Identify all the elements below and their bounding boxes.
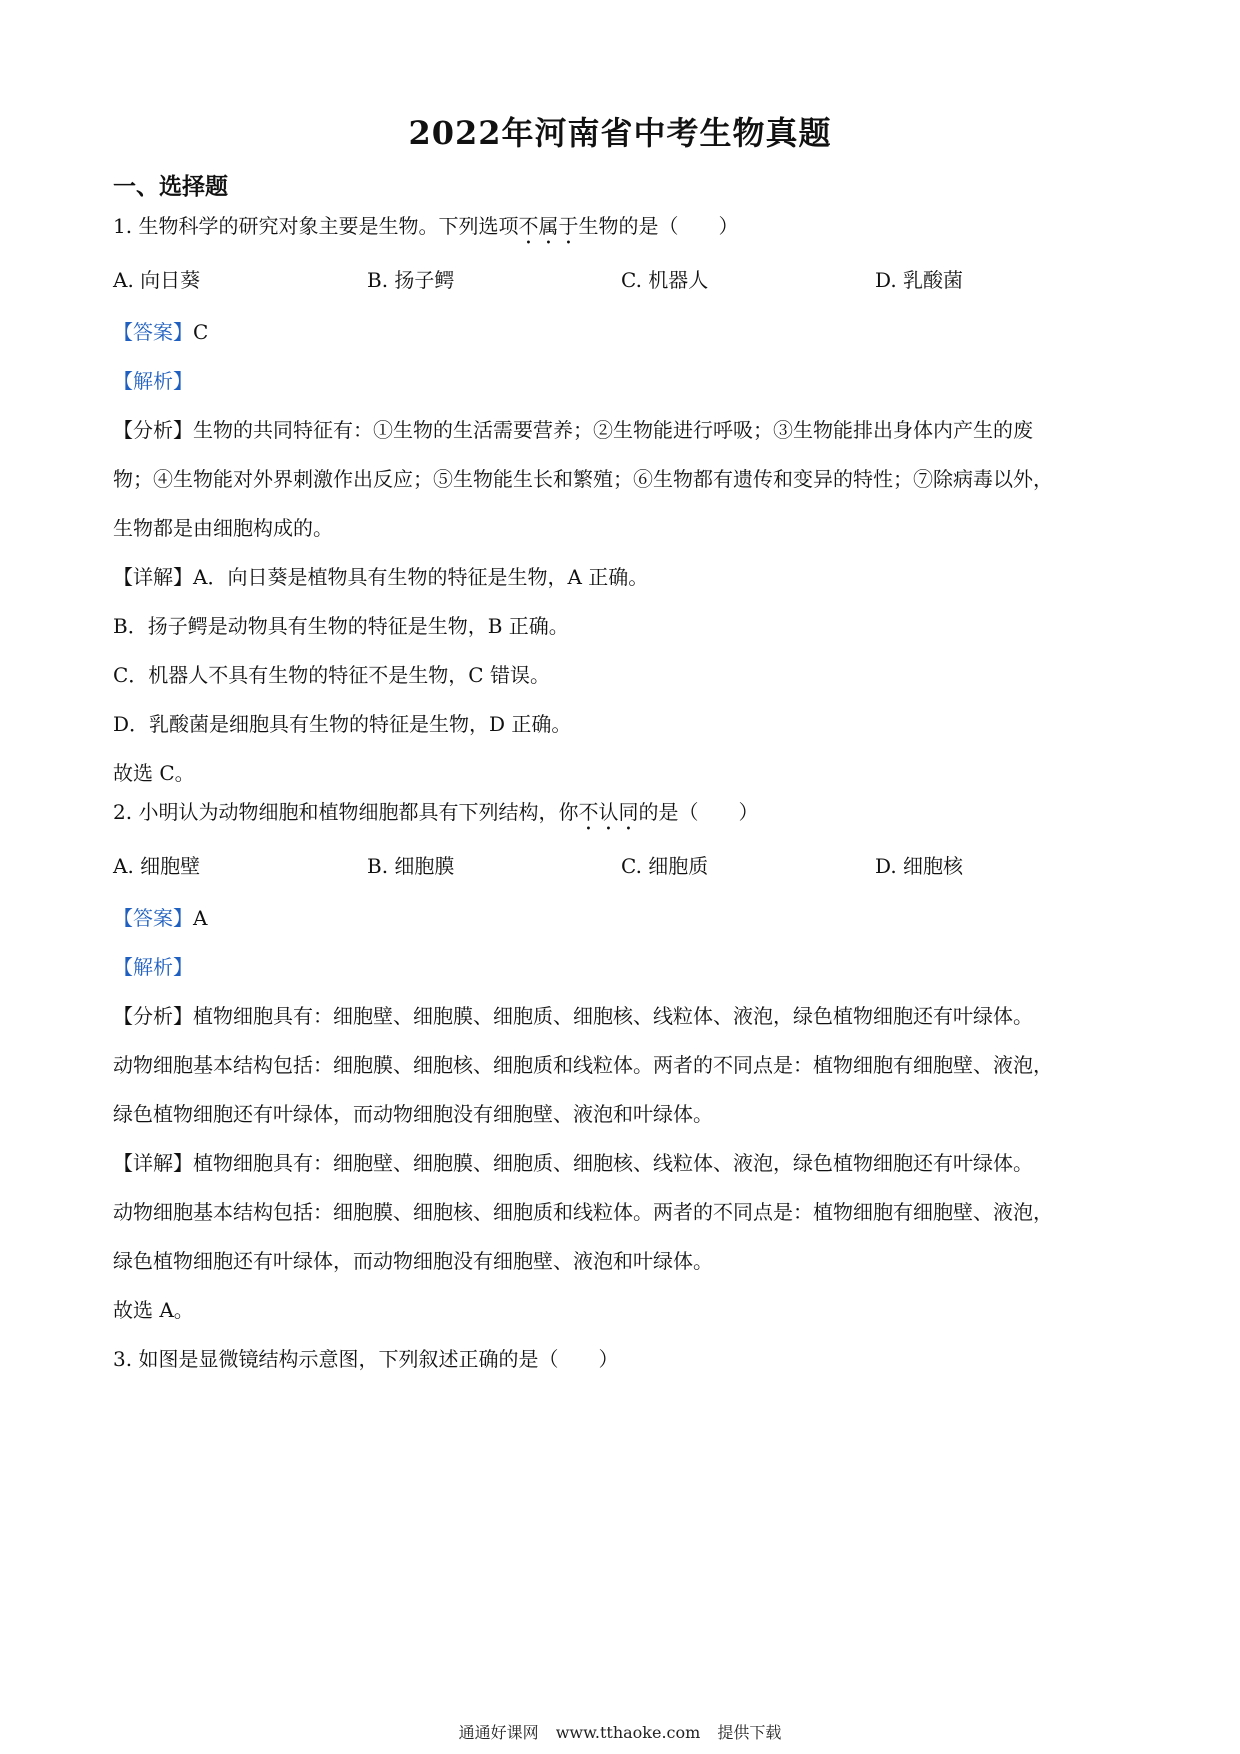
footer-site-name: 通通好课网 [458,1723,539,1742]
question-2-fenxi-line-3: 绿色植物细胞还有叶绿体，而动物细胞没有细胞壁、液泡和叶绿体。 [113,1102,713,1126]
question-1-detail-d: D．乳酸菌是细胞具有生物的特征是生物，D 正确。 [113,712,572,736]
fenxi-tag: 【分析】 [113,418,193,442]
option-b: B. 细胞膜 [367,854,455,878]
option-d: D. 乳酸菌 [875,268,964,292]
question-2-stem: 2. 小明认为动物细胞和植物细胞都具有下列结构，你不认同的是（ ） [113,800,759,824]
question-1-fenxi-line-3: 生物都是由细胞构成的。 [113,516,333,540]
section-heading: 一、选择题 [113,173,228,200]
question-1-analysis-tag: 【解析】 [113,369,193,393]
question-1-fenxi-line-1: 【分析】生物的共同特征有：①生物的生活需要营养；②生物能进行呼吸；③生物能排出身体内产生的废 [113,418,1033,442]
question-2-conclusion: 故选 A。 [113,1298,194,1322]
answer-value: C [193,320,209,344]
fenxi-tag: 【分析】 [113,1004,193,1028]
question-3-stem: 3. 如图是显微镜结构示意图，下列叙述正确的是（ ） [113,1347,619,1371]
option-c: C. 机器人 [621,268,709,292]
emphasis-text: 不认同 [578,800,639,824]
question-2-answer [113,904,1133,932]
question-1-answer [113,318,1133,346]
option-d: D. 细胞核 [875,854,964,878]
detail-tag: 【详解】 [113,565,193,589]
option-a: A. 细胞壁 [113,854,201,878]
footer-site-url[interactable]: www.tthaoke.com [555,1723,701,1742]
question-1-detail-c: C．机器人不具有生物的特征不是生物，C 错误。 [113,663,550,687]
option-b: B. 扬子鳄 [367,268,455,292]
question-2-options [113,852,1133,880]
question-1-stem: 1. 生物科学的研究对象主要是生物。下列选项不属于生物的是（ ） [113,214,739,238]
question-1-detail-b: B．扬子鳄是动物具有生物的特征是生物，B 正确。 [113,614,569,638]
question-1-options [113,266,1133,294]
option-a: A. 向日葵 [113,268,201,292]
question-2-detail-line-2: 动物细胞基本结构包括：细胞膜、细胞核、细胞质和线粒体。两者的不同点是：植物细胞有细胞壁、液泡， [113,1200,1053,1224]
answer-tag: 【答案】 [113,320,193,344]
question-2-fenxi-line-2: 动物细胞基本结构包括：细胞膜、细胞核、细胞质和线粒体。两者的不同点是：植物细胞有细胞壁、液泡， [113,1053,1053,1077]
page-title: 2022年河南省中考生物真题 [408,114,832,152]
question-2-analysis-tag: 【解析】 [113,955,193,979]
answer-value: A [193,906,208,930]
question-1-conclusion: 故选 C。 [113,761,195,785]
emphasis-text: 不属于 [518,214,579,238]
page-footer [0,1720,1240,1743]
footer-action: 提供下载 [717,1723,782,1742]
question-2-fenxi-line-1: 【分析】植物细胞具有：细胞壁、细胞膜、细胞质、细胞核、线粒体、液泡，绿色植物细胞还有叶绿体。 [113,1004,1033,1028]
question-2-detail-line-1: 【详解】植物细胞具有：细胞壁、细胞膜、细胞质、细胞核、线粒体、液泡，绿色植物细胞还有叶绿体。 [113,1151,1033,1175]
question-1-detail-a: 【详解】A．向日葵是植物具有生物的特征是生物，A 正确。 [113,565,649,589]
answer-tag: 【答案】 [113,906,193,930]
detail-tag: 【详解】 [113,1151,193,1175]
question-1-fenxi-line-2: 物；④生物能对外界刺激作出反应；⑤生物能生长和繁殖；⑥生物都有遗传和变异的特性；⑦除病毒以外， [113,467,1053,491]
question-2-detail-line-3: 绿色植物细胞还有叶绿体，而动物细胞没有细胞壁、液泡和叶绿体。 [113,1249,713,1273]
option-c: C. 细胞质 [621,854,709,878]
